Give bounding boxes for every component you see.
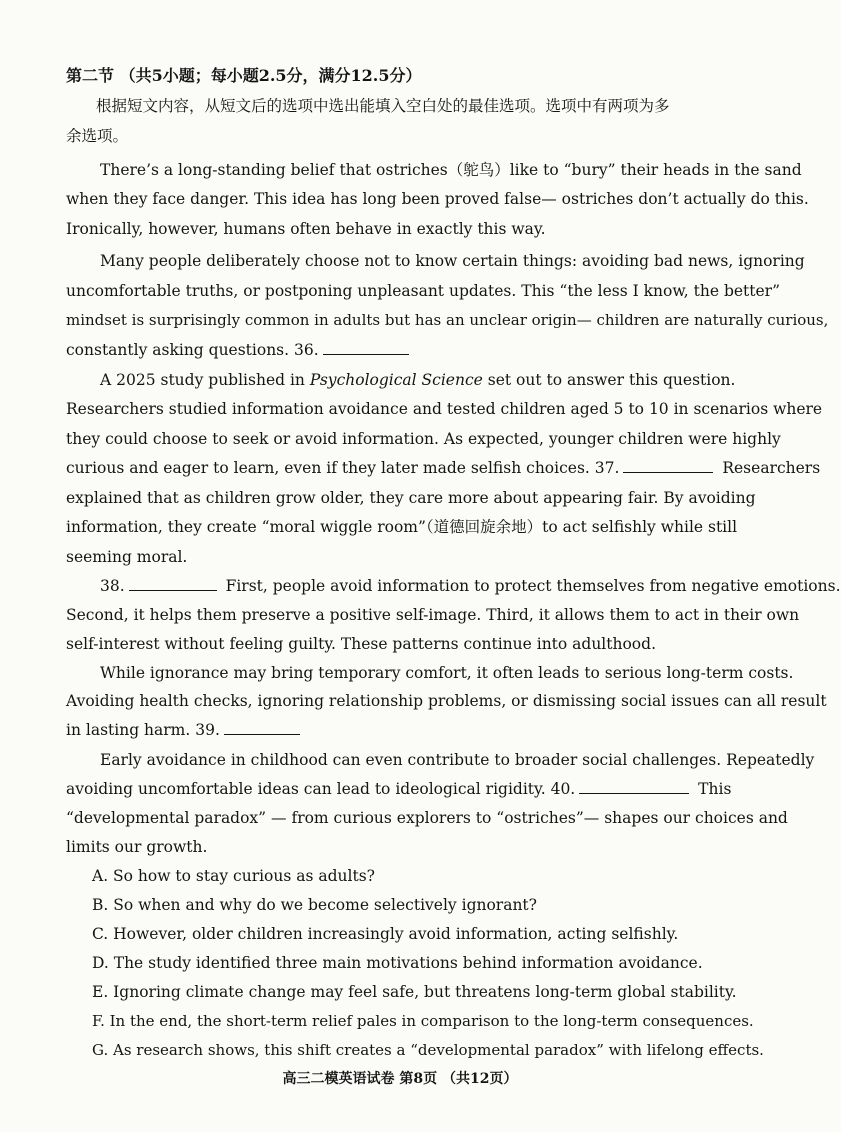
option-f: F. In the end, the short-term relief pales in comparison to the long-term consequences. bbox=[92, 1012, 754, 1030]
paragraph-5-line-1: While ignorance may bring temporary comfort, it often leads to serious long-term costs. bbox=[100, 664, 794, 682]
paragraph-5-line-3 bbox=[66, 720, 738, 740]
paragraph-3-line-1-start: A 2025 study published in bbox=[100, 371, 305, 389]
paragraph-5-line-2: Avoiding health checks, ignoring relationship problems, or dismissing social issues can all result bbox=[66, 692, 827, 710]
answer-blank-37 bbox=[623, 458, 713, 473]
option-d: D. The study identified three main motivations behind information avoidance. bbox=[92, 954, 703, 972]
paragraph-1-line-1: There’s a long-standing belief that ostriches（鸵鸟）like to “bury” their heads in the sand bbox=[100, 161, 802, 179]
section-heading: 第二节 （共5小题；每小题2.5分，满分12.5分） bbox=[66, 66, 422, 85]
paragraph-2-line-1: Many people deliberately choose not to know certain things: avoiding bad news, ignoring bbox=[100, 252, 805, 270]
paragraph-1-line-2: when they face danger. This idea has long been proved false— ostriches don’t actually do this. bbox=[66, 190, 809, 208]
option-a: A. So how to stay curious as adults? bbox=[92, 867, 375, 885]
paragraph-4-line-3: self-interest without feeling guilty. These patterns continue into adulthood. bbox=[66, 635, 656, 653]
paragraph-4-line-1 bbox=[100, 576, 841, 596]
option-g: G. As research shows, this shift creates a “developmental paradox” with lifelong effects. bbox=[92, 1041, 764, 1059]
question-38-number: 38. bbox=[100, 577, 125, 595]
answer-blank-40 bbox=[579, 779, 689, 794]
question-39-text: in lasting harm. 39. bbox=[66, 721, 220, 739]
option-c: C. However, older children increasingly avoid information, acting selfishly. bbox=[92, 925, 679, 943]
paragraph-3-line-3: they could choose to seek or avoid information. As expected, younger children were highly bbox=[66, 430, 781, 448]
paragraph-4-line-2: Second, it helps them preserve a positive self-image. Third, it allows them to act in their own bbox=[66, 606, 800, 624]
paragraph-6-line-2 bbox=[66, 779, 738, 799]
answer-blank-36 bbox=[323, 340, 409, 355]
paragraph-4-line-1-end: First, people avoid information to protect themselves from negative emotions. bbox=[225, 577, 841, 595]
instruction-line-2: 余选项。 bbox=[66, 127, 129, 145]
paragraph-3-line-7: seeming moral. bbox=[66, 548, 188, 566]
question-36-text: constantly asking questions. 36. bbox=[66, 341, 319, 359]
paragraph-6-line-3: “developmental paradox” — from curious explorers to “ostriches”— shapes our choices and bbox=[66, 809, 788, 827]
option-e: E. Ignoring climate change may feel safe, but threatens long-term global stability. bbox=[92, 983, 737, 1001]
paragraph-3-line-5: explained that as children grow older, they care more about appearing fair. By avoiding bbox=[66, 489, 756, 507]
paragraph-6-line-1: Early avoidance in childhood can even contribute to broader social challenges. Repeatedly bbox=[100, 751, 815, 769]
paragraph-2-line-2: uncomfortable truths, or postponing unpleasant updates. This “the less I know, the better” bbox=[66, 282, 781, 300]
paragraph-6-line-4: limits our growth. bbox=[66, 838, 208, 856]
paragraph-2-line-4 bbox=[66, 340, 738, 360]
answer-blank-38 bbox=[129, 576, 217, 591]
instruction-line-1: 根据短文内容，从短文后的选项中选出能填入空白处的最佳选项。选项中有两项为多 bbox=[96, 97, 670, 115]
paragraph-3-line-1-end: set out to answer this question. bbox=[487, 371, 736, 389]
answer-blank-39 bbox=[224, 720, 300, 735]
question-37-text: curious and eager to learn, even if they later made selfish choices. 37. bbox=[66, 459, 620, 477]
paragraph-3-line-4-end: Researchers bbox=[722, 459, 821, 477]
paragraph-3-line-4 bbox=[66, 458, 821, 478]
option-b: B. So when and why do we become selectively ignorant? bbox=[92, 896, 537, 914]
paragraph-6-line-2-end: This bbox=[698, 780, 732, 798]
journal-name: Psychological Science bbox=[309, 371, 483, 389]
question-40-text: avoiding uncomfortable ideas can lead to ideological rigidity. 40. bbox=[66, 780, 576, 798]
page-footer: 高三二模英语试卷 第8页 （共12页） bbox=[282, 1071, 518, 1087]
paragraph-2-line-3: mindset is surprisingly common in adults but has an unclear origin— children are naturally curious, bbox=[66, 311, 829, 329]
paragraph-3-line-6: information, they create “moral wiggle room”（道德回旋余地）to act selfishly while still bbox=[66, 518, 738, 536]
paragraph-3-line-1 bbox=[100, 370, 772, 390]
paragraph-1-line-3: Ironically, however, humans often behave in exactly this way. bbox=[66, 220, 546, 238]
paragraph-3-line-2: Researchers studied information avoidance and tested children aged 5 to 10 in scenarios where bbox=[66, 400, 823, 418]
